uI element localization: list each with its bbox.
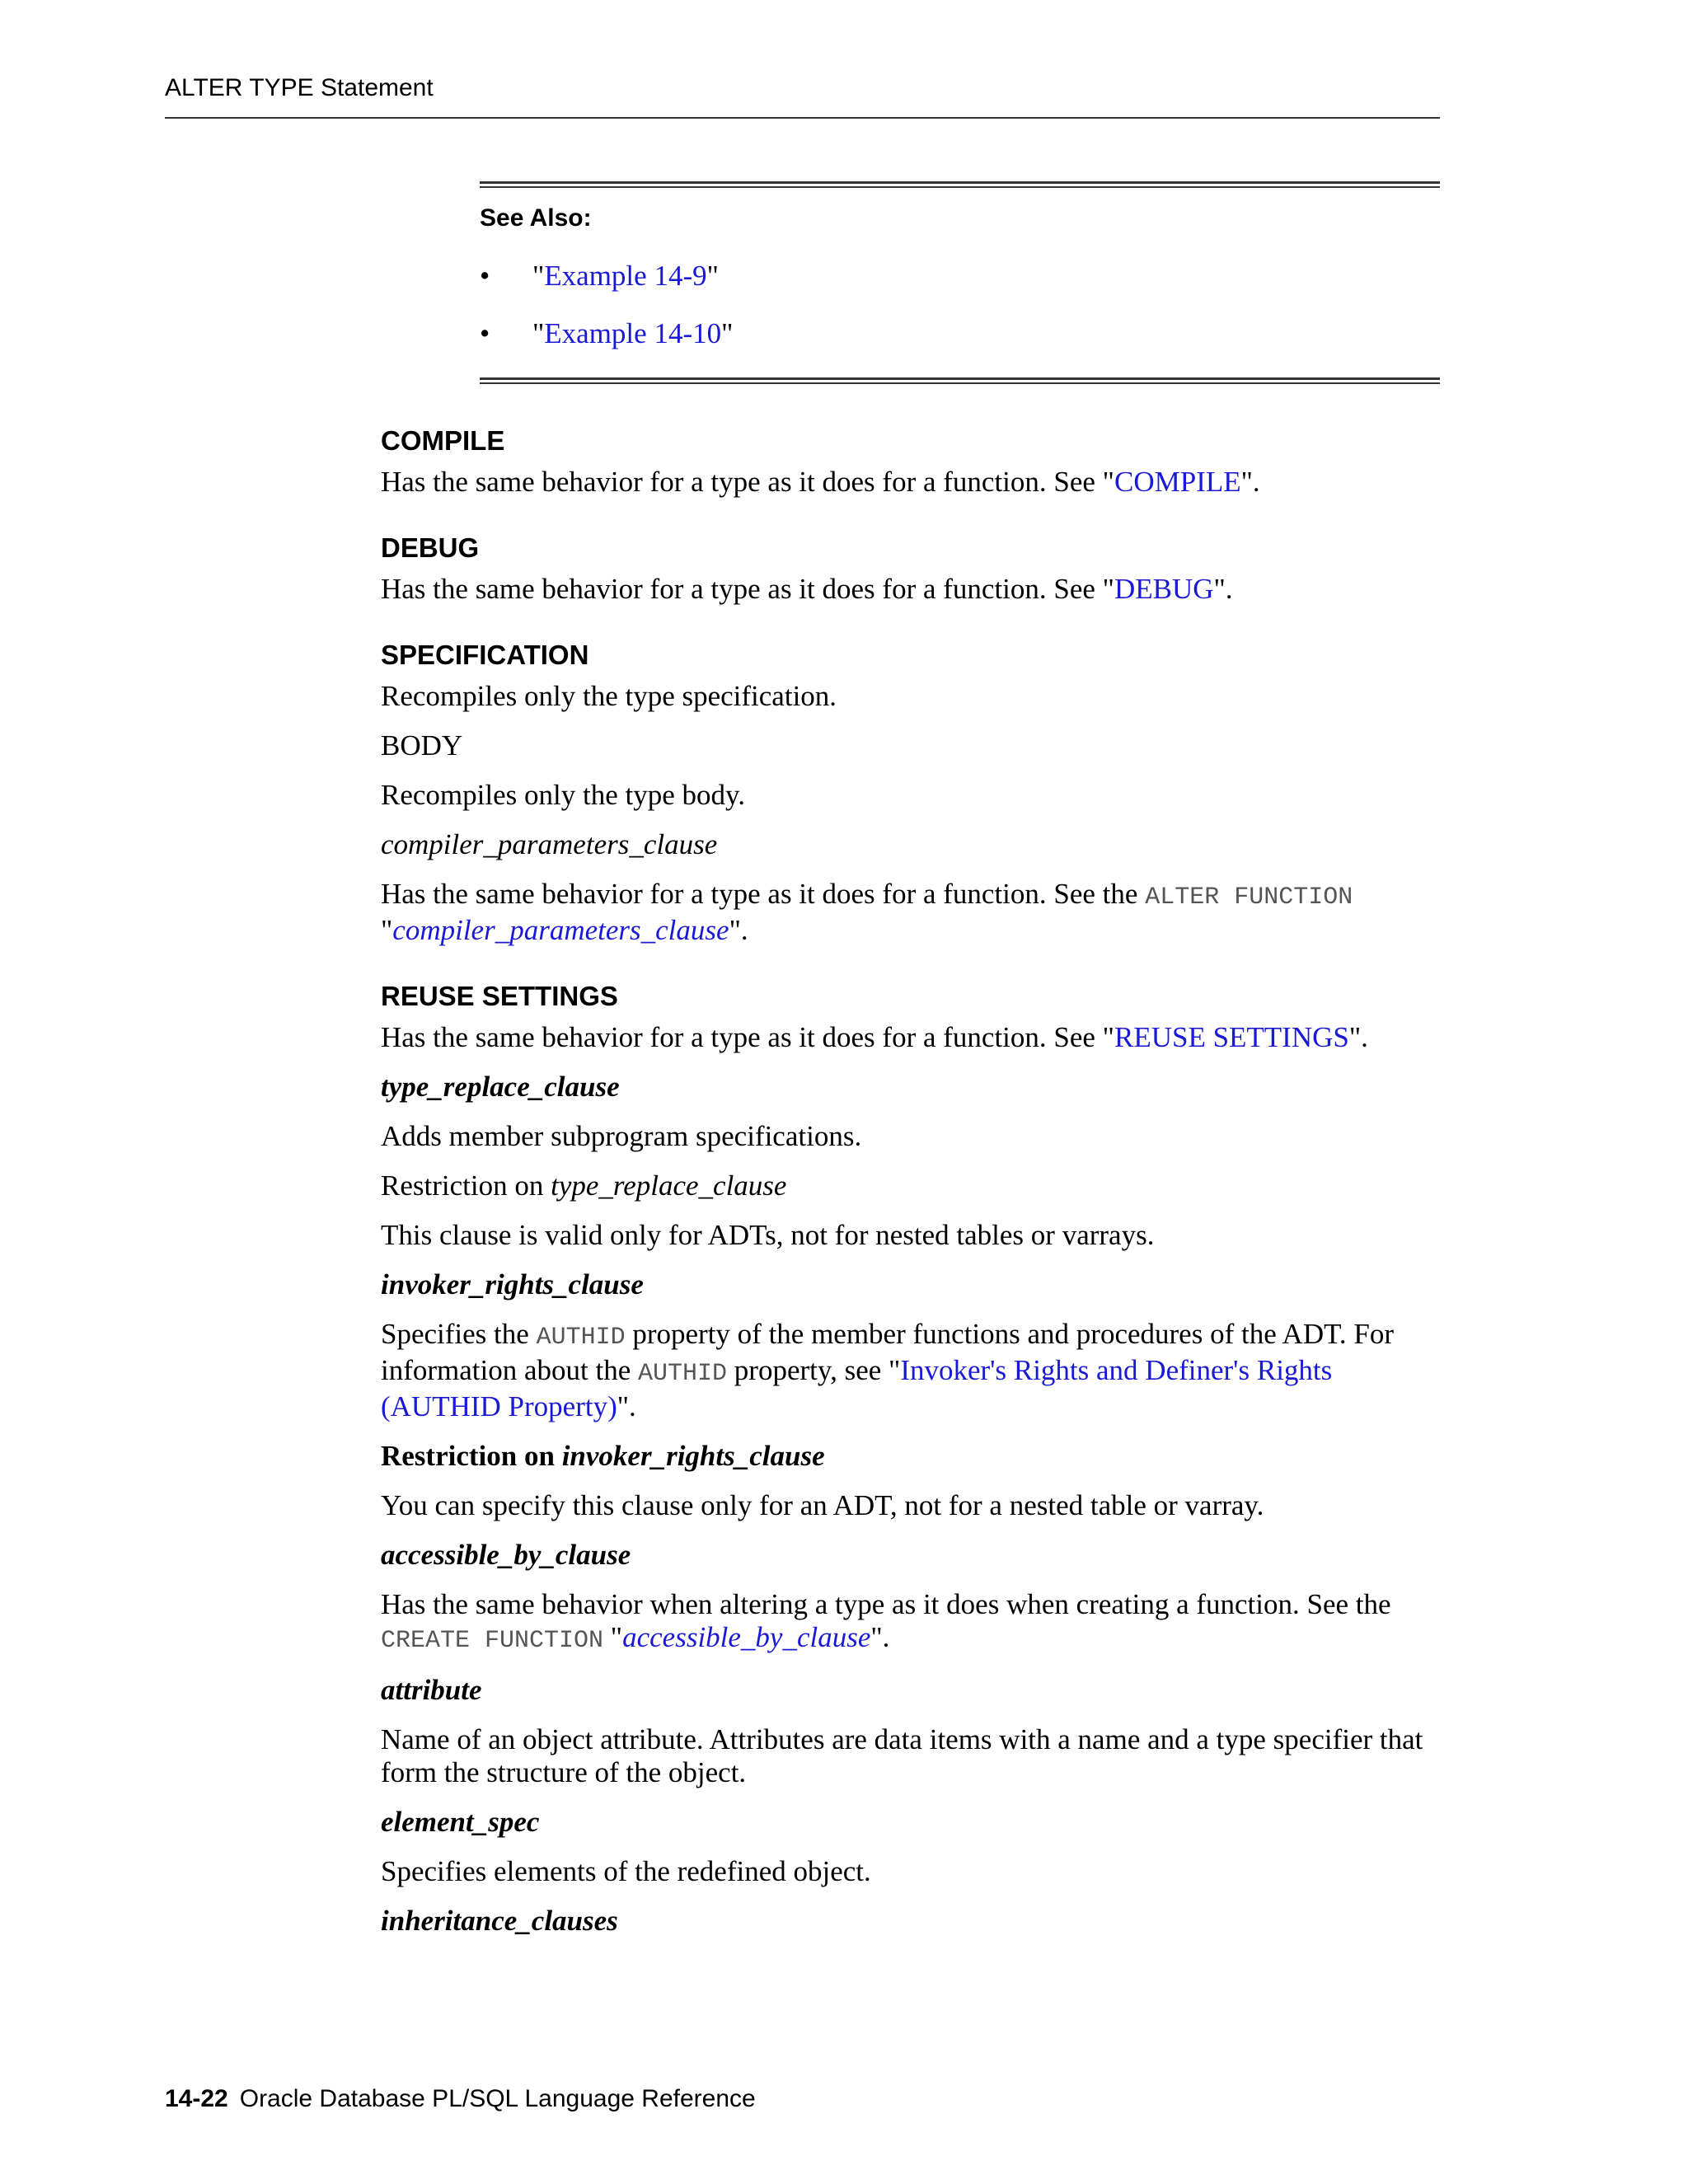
invoker-rights-end: ".	[617, 1390, 636, 1422]
invokers-rights-link[interactable]: Invoker's Rights and Definer's Rights (AUTHID Property)	[381, 1354, 1333, 1422]
type-replace-restriction-heading	[381, 1169, 1444, 1202]
type-replace-text: Adds member subprogram specifications.	[381, 1120, 862, 1152]
authid-code: AUTHID	[638, 1360, 728, 1388]
quote-open: "	[532, 260, 545, 292]
element-spec-text: Specifies elements of the redefined object.	[381, 1855, 871, 1887]
attribute-text: Name of an object attribute. Attributes are data items with a name and a type specifier that form the structure of the object.	[381, 1723, 1423, 1788]
quote-open: "	[381, 914, 393, 946]
restriction-term: invoker_rights_clause	[561, 1440, 825, 1472]
type-replace-restriction-text: This clause is valid only for ADTs, not for nested tables or varrays.	[381, 1219, 1155, 1251]
reuse-settings-end: ".	[1348, 1021, 1368, 1053]
debug-text	[381, 573, 1444, 606]
quote-close: "	[706, 260, 719, 292]
compiler-params-heading: compiler_parameters_clause	[381, 828, 718, 860]
body-heading: BODY	[381, 729, 463, 762]
quote-open: "	[603, 1621, 623, 1653]
accessible-by-text	[381, 1588, 1444, 1657]
running-header: ALTER TYPE Statement	[165, 74, 434, 101]
restriction-prefix: Restriction on	[381, 1440, 562, 1472]
compile-description: Has the same behavior for a type as it does for a function. See "	[381, 466, 1114, 498]
invoker-rights-restriction-heading	[381, 1440, 1444, 1473]
see-also-item	[480, 305, 1440, 363]
debug-heading: DEBUG	[381, 532, 480, 563]
book-title: Oracle Database PL/SQL Language Reference	[239, 2085, 756, 2112]
reuse-settings-link[interactable]: REUSE SETTINGS	[1114, 1021, 1349, 1053]
see-also-bottom-rule	[480, 377, 1440, 384]
specification-text: Recompiles only the type specification.	[381, 680, 837, 712]
main-content	[381, 416, 1444, 1938]
quote-close: "	[721, 317, 734, 349]
invoker-rights-term: invoker_rights_clause	[381, 1268, 644, 1301]
type-replace-term: type_replace_clause	[381, 1071, 620, 1103]
inheritance-term: inheritance_clauses	[381, 1905, 618, 1937]
compile-end: ".	[1240, 466, 1260, 498]
compiler-params-text	[381, 878, 1444, 947]
reuse-settings-text	[381, 1021, 1444, 1054]
restriction-term: type_replace_clause	[551, 1169, 787, 1202]
accessible-by-term: accessible_by_clause	[381, 1539, 631, 1571]
compile-heading: COMPILE	[381, 425, 505, 456]
alter-function-code: ALTER FUNCTION	[1145, 883, 1353, 912]
page-number: 14-22	[165, 2085, 228, 2112]
invoker-rights-part3: property, see "	[727, 1354, 901, 1386]
attribute-term: attribute	[381, 1674, 482, 1706]
see-also-list	[480, 247, 1440, 363]
see-also-title: See Also:	[480, 204, 592, 232]
create-function-code: CREATE FUNCTION	[381, 1627, 604, 1655]
element-spec-term: element_spec	[381, 1806, 540, 1838]
invoker-rights-part1: Specifies the	[381, 1318, 537, 1350]
bullet-icon: •	[480, 317, 490, 349]
restriction-prefix: Restriction on	[381, 1169, 551, 1202]
reuse-settings-heading: REUSE SETTINGS	[381, 981, 618, 1011]
accessible-by-end: ".	[870, 1621, 890, 1653]
compile-link[interactable]: COMPILE	[1114, 466, 1241, 498]
header-rule	[165, 117, 1440, 119]
example-14-9-link[interactable]: Example 14-9	[544, 260, 707, 292]
compiler-params-link[interactable]: compiler_parameters_clause	[392, 914, 729, 946]
authid-code: AUTHID	[536, 1324, 626, 1352]
example-14-10-link[interactable]: Example 14-10	[544, 317, 722, 349]
accessible-by-description: Has the same behavior when altering a type as it does when creating a function. See the	[381, 1588, 1391, 1620]
page-footer	[165, 2085, 756, 2113]
see-also-item	[480, 247, 1440, 305]
quote-open: "	[532, 317, 545, 349]
reuse-settings-description: Has the same behavior for a type as it does for a function. See "	[381, 1021, 1114, 1053]
invoker-rights-restriction-text: You can specify this clause only for an ADT, not for a nested table or varray.	[381, 1489, 1264, 1521]
see-also-box	[480, 181, 1440, 384]
invoker-rights-part2: property of the member functions and procedures of the ADT. For information about the	[381, 1318, 1395, 1386]
compiler-params-description: Has the same behavior for a type as it does for a function. See the	[381, 878, 1146, 910]
accessible-by-link[interactable]: accessible_by_clause	[622, 1621, 871, 1653]
debug-end: ".	[1213, 573, 1233, 605]
debug-link[interactable]: DEBUG	[1114, 573, 1214, 605]
compile-text	[381, 466, 1444, 499]
bullet-icon: •	[480, 260, 490, 292]
body-text: Recompiles only the type body.	[381, 779, 745, 811]
compiler-params-end: ".	[729, 914, 748, 946]
see-also-top-rule	[480, 181, 1440, 188]
debug-description: Has the same behavior for a type as it does for a function. See "	[381, 573, 1114, 605]
specification-heading: SPECIFICATION	[381, 640, 589, 670]
invoker-rights-text	[381, 1318, 1444, 1423]
